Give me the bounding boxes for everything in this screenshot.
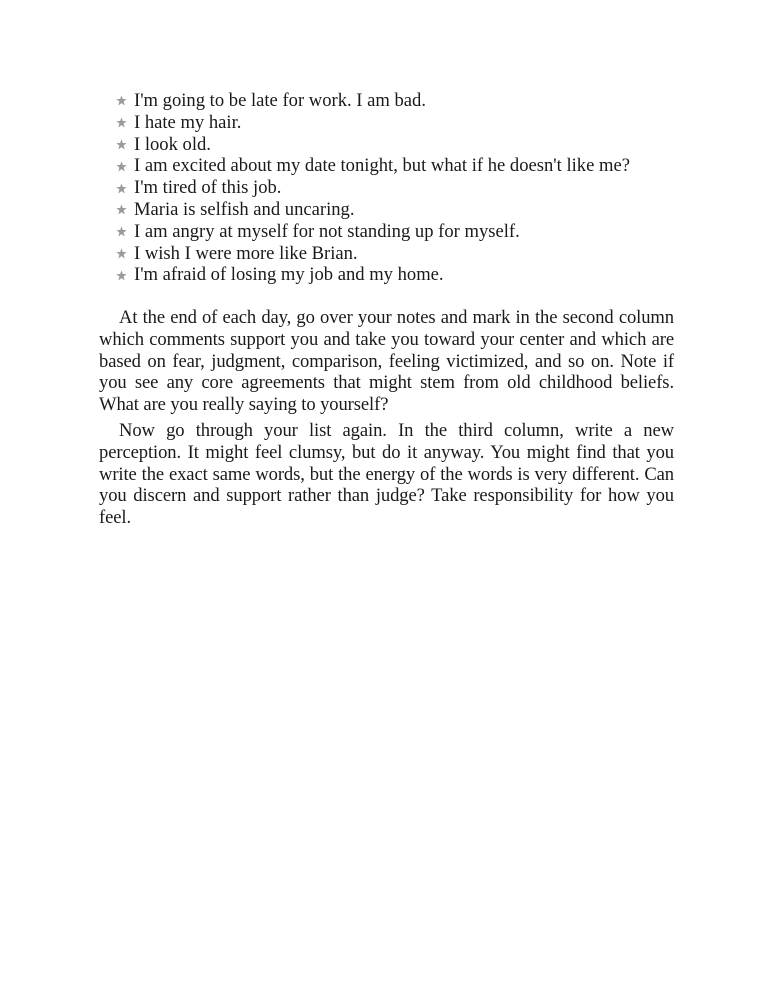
star-bullet-icon [116,95,127,106]
bullet-text: I hate my hair. [134,111,242,133]
star-bullet-icon [116,226,127,237]
bullet-text: I am excited about my date tonight, but what if he doesn't like me? [134,155,630,177]
list-item [116,221,630,243]
bullet-text: I look old. [134,133,211,155]
star-bullet-icon [116,248,127,259]
star-bullet-icon [116,270,127,281]
list-item [116,155,630,177]
star-bullet-icon [116,117,127,128]
bullet-text: I'm going to be late for work. I am bad. [134,90,426,111]
list-item [116,134,630,156]
bullet-text: I'm afraid of losing my job and my home. [134,264,444,286]
list-item [116,264,630,286]
list-item [116,199,630,221]
star-bullet-icon [116,139,127,150]
star-bullet-icon [116,161,127,172]
list-item [116,112,630,134]
bullet-text: I wish I were more like Brian. [134,242,358,264]
bullet-text: Maria is selfish and uncaring. [134,198,355,220]
paragraph-new-perception: Now go through your list again. In the third column, write a new perception. It might feel clumsy, but do it anyway. You might find that you write the exact same words, but the energy of the words is very different. Can you discern and support rather than judge? Take responsibility for how you feel. [99,420,674,529]
list-item [116,243,630,265]
bullet-text: I am angry at myself for not standing up for myself. [134,220,520,242]
list-item [116,177,630,199]
list-item [116,90,630,112]
paragraph-review-notes: At the end of each day, go over your notes and mark in the second column which comments support you and take you toward your center and which are based on fear, judgment, comparison, feeling victimized, and so on. Note if you see any core agreements that might stem from old childhood beliefs. What are you really saying to yourself? [99,307,674,416]
bullet-text: I'm tired of this job. [134,177,282,199]
star-bullet-icon [116,204,127,215]
bullet-list [116,90,630,286]
star-bullet-icon [116,183,127,194]
